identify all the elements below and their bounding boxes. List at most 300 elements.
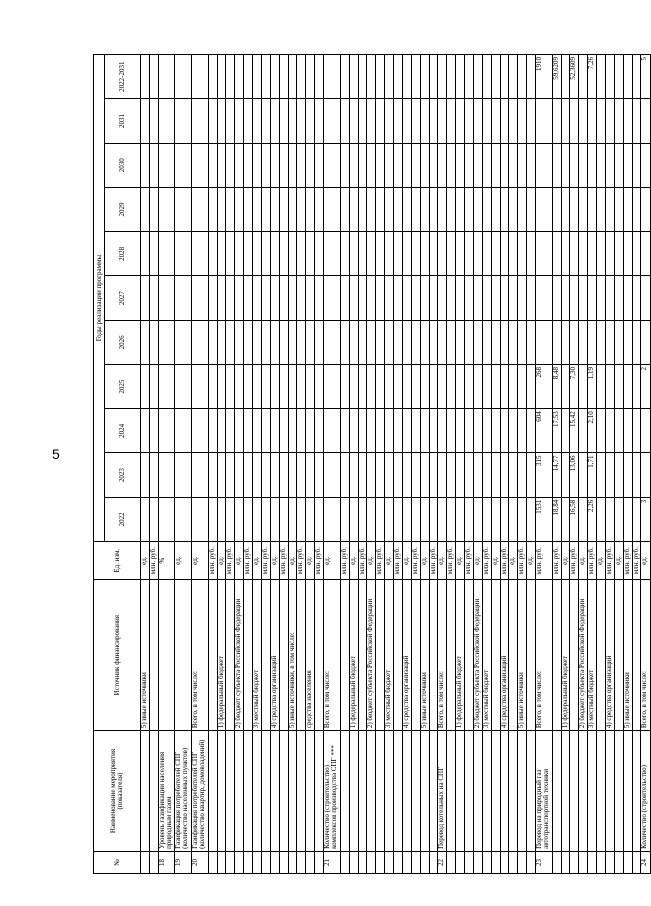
row-value	[279, 453, 288, 497]
row-value	[270, 409, 279, 453]
table-row	[597, 55, 606, 874]
row-value	[438, 409, 447, 453]
row-num	[226, 851, 235, 873]
row-unit: млн. руб.	[605, 542, 614, 580]
row-measure	[208, 731, 217, 852]
row-value	[141, 276, 150, 320]
row-value	[402, 232, 411, 276]
row-measure	[447, 731, 456, 852]
row-value	[244, 320, 253, 364]
row-value	[597, 232, 606, 276]
row-value	[367, 55, 376, 99]
row-value	[141, 99, 150, 143]
row-value	[456, 497, 465, 541]
table-row	[288, 55, 297, 874]
row-value: 17,53	[552, 409, 561, 453]
row-unit: ед.	[270, 542, 279, 580]
row-value	[394, 276, 403, 320]
row-value	[279, 55, 288, 99]
row-value	[340, 497, 349, 541]
row-value	[235, 99, 244, 143]
row-measure	[614, 731, 623, 852]
row-value	[270, 497, 279, 541]
row-value	[192, 99, 209, 143]
row-unit: ед.	[175, 542, 192, 580]
row-source: 1) федеральный бюджет	[349, 580, 358, 731]
row-value	[491, 99, 500, 143]
row-num	[456, 851, 465, 873]
row-unit: млн. руб.	[244, 542, 253, 580]
row-value	[394, 187, 403, 231]
table-row	[447, 55, 456, 874]
row-unit: млн. руб.	[429, 542, 438, 580]
row-value	[279, 99, 288, 143]
row-value	[509, 364, 518, 408]
row-value	[623, 187, 632, 231]
row-value	[349, 55, 358, 99]
row-unit: млн. руб.	[552, 542, 561, 580]
row-value	[394, 497, 403, 541]
header-year: 2022	[105, 497, 141, 541]
row-unit: ед.	[367, 542, 376, 580]
row-value: 7,26	[588, 55, 597, 99]
row-value	[411, 232, 420, 276]
row-num: 23	[536, 851, 553, 873]
row-value	[158, 364, 175, 408]
row-value	[473, 364, 482, 408]
row-value	[527, 187, 536, 231]
row-value	[226, 453, 235, 497]
row-unit: ед.	[288, 542, 297, 580]
row-value	[527, 320, 536, 364]
row-measure	[473, 731, 482, 852]
row-num	[588, 851, 597, 873]
row-value	[641, 320, 651, 364]
row-value	[192, 364, 209, 408]
row-value	[500, 99, 509, 143]
row-value	[447, 143, 456, 187]
row-source: Всего, в том числе:	[641, 580, 651, 731]
row-measure: Газификация потребителей СПГ (количество населенных пунктов)	[175, 731, 192, 852]
row-value	[315, 364, 324, 408]
table-row	[641, 55, 651, 874]
row-value	[217, 232, 226, 276]
row-measure	[226, 731, 235, 852]
row-value	[376, 232, 385, 276]
row-value	[465, 99, 474, 143]
row-value	[279, 187, 288, 231]
row-value: 18,84	[552, 497, 561, 541]
row-unit: млн. руб.	[149, 542, 158, 580]
row-num	[279, 851, 288, 873]
header-year: 2023	[105, 453, 141, 497]
row-value	[175, 187, 192, 231]
header-year: 2025	[105, 364, 141, 408]
row-value: 8,48	[552, 364, 561, 408]
row-value	[527, 232, 536, 276]
row-value	[376, 497, 385, 541]
row-value	[597, 187, 606, 231]
row-value	[447, 409, 456, 453]
row-value	[208, 143, 217, 187]
row-num	[235, 851, 244, 873]
row-value	[149, 143, 158, 187]
row-source	[208, 580, 217, 731]
header-year: 2031	[105, 99, 141, 143]
row-value	[500, 232, 509, 276]
row-value	[597, 497, 606, 541]
row-value	[447, 364, 456, 408]
row-value	[141, 55, 150, 99]
row-value	[324, 364, 341, 408]
row-value	[175, 364, 192, 408]
row-unit: млн. руб.	[261, 542, 270, 580]
row-value	[324, 55, 341, 99]
row-unit: ед.	[192, 542, 209, 580]
row-value	[465, 187, 474, 231]
row-value	[518, 232, 527, 276]
table-row	[536, 55, 553, 874]
row-value	[561, 187, 570, 231]
row-value	[641, 453, 651, 497]
row-unit: млн. руб.	[279, 542, 288, 580]
row-value	[367, 143, 376, 187]
row-value	[340, 320, 349, 364]
row-value	[385, 320, 394, 364]
row-value	[614, 99, 623, 143]
row-value	[261, 409, 270, 453]
row-value	[491, 232, 500, 276]
row-value	[597, 55, 606, 99]
row-value	[438, 320, 447, 364]
row-unit: млн. руб.	[358, 542, 367, 580]
row-measure	[518, 731, 527, 852]
row-value	[349, 143, 358, 187]
row-value	[385, 55, 394, 99]
row-num	[297, 851, 306, 873]
table-row	[349, 55, 358, 874]
row-value	[632, 55, 641, 99]
row-num	[253, 851, 262, 873]
row-value	[158, 55, 175, 99]
row-value	[270, 232, 279, 276]
row-num	[491, 851, 500, 873]
row-value	[456, 364, 465, 408]
row-source	[491, 580, 500, 731]
row-value	[552, 320, 561, 364]
row-measure	[253, 731, 262, 852]
row-value	[614, 497, 623, 541]
row-value	[605, 320, 614, 364]
row-value	[217, 99, 226, 143]
header-year: 2022-2031	[105, 55, 141, 99]
row-value	[429, 364, 438, 408]
row-num	[605, 851, 614, 873]
row-num	[244, 851, 253, 873]
row-value	[349, 276, 358, 320]
row-source: Всего, в том числе:	[192, 580, 209, 731]
header-row	[94, 55, 105, 874]
row-value	[208, 232, 217, 276]
row-value	[217, 143, 226, 187]
row-value	[385, 409, 394, 453]
row-unit: млн. руб.	[500, 542, 509, 580]
row-value	[297, 320, 306, 364]
row-value	[253, 497, 262, 541]
table-row	[465, 55, 474, 874]
row-value	[579, 232, 588, 276]
row-measure	[279, 731, 288, 852]
row-value	[376, 320, 385, 364]
row-value	[376, 99, 385, 143]
row-value	[614, 232, 623, 276]
row-value	[288, 320, 297, 364]
row-value	[411, 187, 420, 231]
row-value	[394, 232, 403, 276]
row-value	[279, 364, 288, 408]
row-measure	[217, 731, 226, 852]
row-value	[605, 497, 614, 541]
row-value	[261, 364, 270, 408]
row-value	[500, 55, 509, 99]
row-value	[288, 364, 297, 408]
row-value	[614, 409, 623, 453]
row-value	[324, 187, 341, 231]
row-value	[306, 320, 315, 364]
row-value	[429, 232, 438, 276]
row-num	[500, 851, 509, 873]
row-value	[482, 409, 491, 453]
row-value	[175, 276, 192, 320]
row-value	[482, 453, 491, 497]
row-measure	[358, 731, 367, 852]
row-measure	[297, 731, 306, 852]
row-measure	[420, 731, 429, 852]
row-value	[597, 453, 606, 497]
row-num: 21	[324, 851, 341, 873]
row-source: 3) местный бюджет	[253, 580, 262, 731]
row-value	[482, 276, 491, 320]
row-value	[509, 409, 518, 453]
row-unit: млн. руб.	[376, 542, 385, 580]
row-value	[324, 232, 341, 276]
table-row	[367, 55, 376, 874]
row-value	[465, 55, 474, 99]
row-value	[632, 364, 641, 408]
row-value	[376, 276, 385, 320]
table-row	[394, 55, 403, 874]
row-value	[429, 320, 438, 364]
row-value	[420, 364, 429, 408]
row-value	[394, 409, 403, 453]
row-value	[235, 143, 244, 187]
header-year: 2027	[105, 276, 141, 320]
row-value	[297, 143, 306, 187]
row-value	[244, 143, 253, 187]
row-value	[623, 409, 632, 453]
table-row	[509, 55, 518, 874]
row-value	[288, 232, 297, 276]
row-value	[500, 453, 509, 497]
row-value	[340, 453, 349, 497]
row-value	[456, 143, 465, 187]
row-num	[420, 851, 429, 873]
row-value	[579, 99, 588, 143]
row-value	[605, 143, 614, 187]
row-value	[288, 453, 297, 497]
row-value	[509, 143, 518, 187]
row-measure	[579, 731, 588, 852]
row-value	[527, 276, 536, 320]
row-measure	[491, 731, 500, 852]
row-value	[570, 99, 579, 143]
row-unit: ед.	[235, 542, 244, 580]
row-value	[411, 409, 420, 453]
row-measure	[509, 731, 518, 852]
row-value	[385, 99, 394, 143]
row-value	[429, 409, 438, 453]
row-value: 15,42	[570, 409, 579, 453]
row-value	[306, 497, 315, 541]
row-value	[411, 453, 420, 497]
row-value	[420, 143, 429, 187]
row-source: 3) местный бюджет	[588, 580, 597, 731]
row-measure	[465, 731, 474, 852]
row-unit: млн. руб.	[315, 542, 324, 580]
row-value	[175, 453, 192, 497]
row-value	[588, 187, 597, 231]
table-row	[429, 55, 438, 874]
row-value: 2	[641, 364, 651, 408]
row-value	[588, 143, 597, 187]
row-value	[208, 497, 217, 541]
table-row	[244, 55, 253, 874]
row-value	[367, 276, 376, 320]
row-value	[518, 364, 527, 408]
row-value: 52,3609	[570, 55, 579, 99]
row-value	[235, 497, 244, 541]
row-value	[376, 409, 385, 453]
row-value	[349, 187, 358, 231]
row-value	[500, 143, 509, 187]
table-row	[376, 55, 385, 874]
row-value	[244, 276, 253, 320]
row-num: 22	[438, 851, 447, 873]
row-value	[597, 409, 606, 453]
row-value	[385, 187, 394, 231]
row-value	[605, 187, 614, 231]
row-value	[491, 497, 500, 541]
row-value	[641, 232, 651, 276]
row-value	[491, 364, 500, 408]
row-source: 4) средства организаций	[605, 580, 614, 731]
row-value	[324, 320, 341, 364]
row-value	[561, 232, 570, 276]
header-year: 2029	[105, 187, 141, 231]
row-num	[482, 851, 491, 873]
row-value: 3	[641, 497, 651, 541]
row-value	[438, 276, 447, 320]
row-value	[570, 276, 579, 320]
row-value	[279, 276, 288, 320]
row-value	[614, 453, 623, 497]
row-value	[420, 453, 429, 497]
row-value	[297, 364, 306, 408]
row-num	[570, 851, 579, 873]
row-unit: млн. руб.	[297, 542, 306, 580]
row-num	[367, 851, 376, 873]
row-value: 13,06	[570, 453, 579, 497]
row-value	[570, 232, 579, 276]
row-source: Всего, в том числе:	[438, 580, 447, 731]
row-value	[465, 497, 474, 541]
table-row	[456, 55, 465, 874]
row-value	[367, 99, 376, 143]
row-value	[411, 276, 420, 320]
row-value	[394, 364, 403, 408]
row-value	[367, 409, 376, 453]
row-value	[456, 99, 465, 143]
row-value	[402, 453, 411, 497]
row-value	[253, 276, 262, 320]
row-num	[552, 851, 561, 873]
row-value	[208, 187, 217, 231]
row-value	[402, 409, 411, 453]
row-source: 5) иные источники	[420, 580, 429, 731]
row-measure	[385, 731, 394, 852]
row-value	[641, 409, 651, 453]
row-value	[605, 364, 614, 408]
row-num	[518, 851, 527, 873]
table-row	[623, 55, 632, 874]
row-value	[149, 276, 158, 320]
row-unit: млн. руб.	[632, 542, 641, 580]
row-value	[217, 187, 226, 231]
row-value	[306, 232, 315, 276]
row-value	[288, 497, 297, 541]
row-value	[623, 453, 632, 497]
row-value	[429, 276, 438, 320]
table-row	[175, 55, 192, 874]
row-source	[279, 580, 288, 731]
header-year: 2030	[105, 143, 141, 187]
row-value	[315, 276, 324, 320]
row-value	[473, 232, 482, 276]
row-value	[358, 55, 367, 99]
row-value	[500, 497, 509, 541]
row-unit: ед.	[579, 542, 588, 580]
row-value	[324, 409, 341, 453]
row-value	[217, 55, 226, 99]
header-year: 2028	[105, 232, 141, 276]
row-value	[261, 320, 270, 364]
row-num	[208, 851, 217, 873]
row-value	[420, 99, 429, 143]
table-row	[588, 55, 597, 874]
row-value	[482, 320, 491, 364]
row-value	[279, 232, 288, 276]
row-value	[491, 143, 500, 187]
row-value: 16,58	[570, 497, 579, 541]
row-value	[518, 453, 527, 497]
row-value	[208, 55, 217, 99]
row-value	[141, 409, 150, 453]
row-value: 59,6209	[552, 55, 561, 99]
row-num	[358, 851, 367, 873]
row-num: 20	[192, 851, 209, 873]
row-value	[358, 232, 367, 276]
row-value	[349, 99, 358, 143]
